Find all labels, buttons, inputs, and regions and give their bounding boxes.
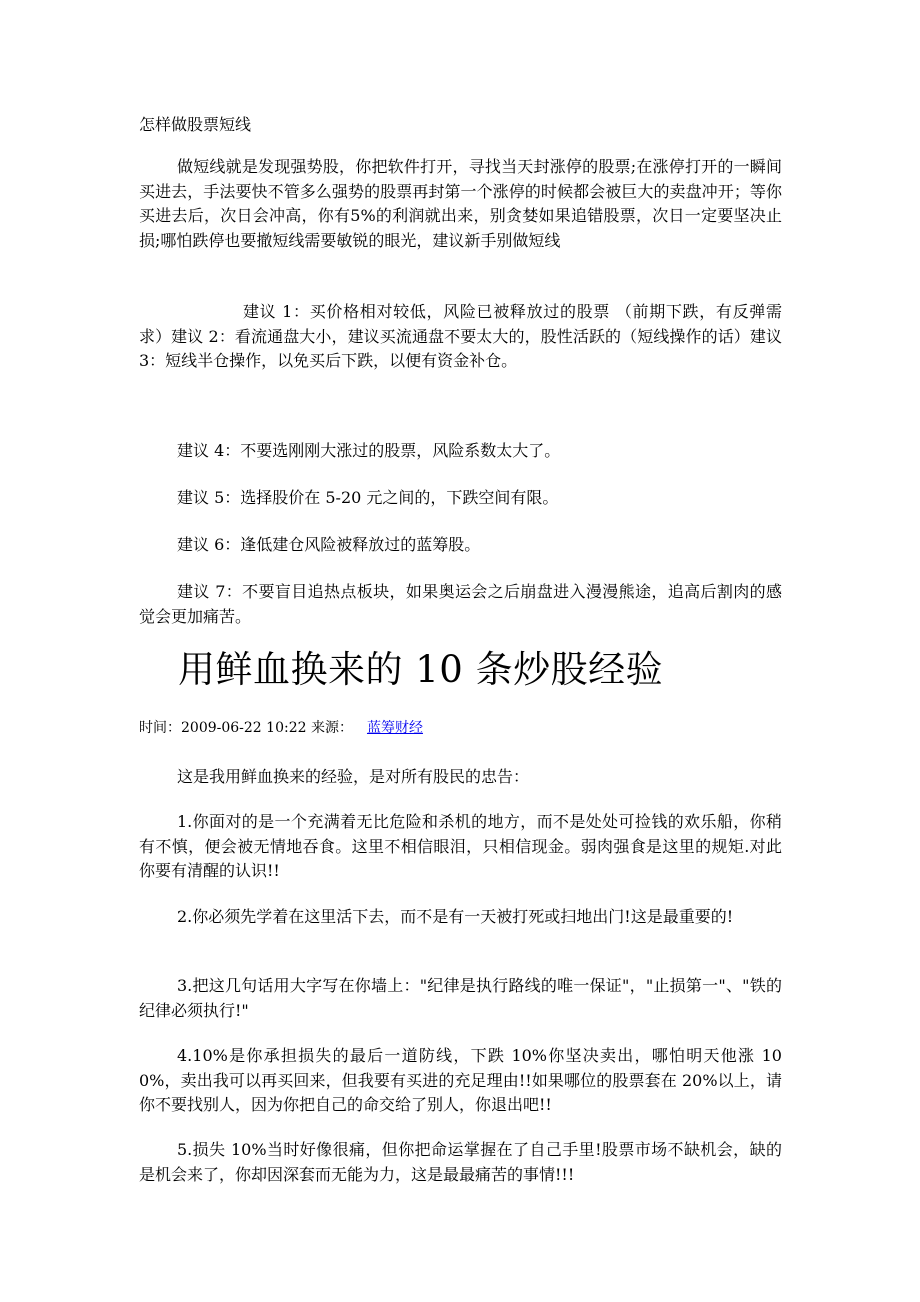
- article-point-4: 4.10%是你承担损失的最后一道防线，下跌 10%你坚决卖出，哪怕明天他涨 100%，卖出我可以再买回来，但我要有买进的充足理由!!如果哪位的股票套在 20%以上，请你不要找别人，因为你把自己的命交给了别人，你退出吧!!: [139, 1046, 782, 1114]
- suggestions-1-3-paragraph: 建议 1：买价格相对较低，风险已被释放过的股票 （前期下跌，有反弹需求）建议 2：看流通盘大小，建议买流通盘不要太大的，股性活跃的（短线操作的话）建议 3：短线半仓操作，以免买后下跌，以便有资金补仓。: [139, 302, 782, 370]
- suggestion-7: 建议 7：不要盲目追热点板块，如果奥运会之后崩盘进入漫漫熊途，追高后割肉的感觉会更加痛苦。: [139, 582, 782, 626]
- source-link[interactable]: 蓝筹财经: [366, 720, 423, 736]
- article-lead: 这是我用鲜血换来的经验，是对所有股民的忠告：: [177, 767, 530, 786]
- article-meta: [139, 718, 423, 738]
- doc-title: 怎样做股票短线: [139, 115, 252, 134]
- suggestion-5: 建议 5：选择股价在 5-20 元之间的，下跌空间有限。: [177, 488, 559, 507]
- suggestion-6: 建议 6：逢低建仓风险被释放过的蓝筹股。: [177, 535, 481, 554]
- article-point-3: 3.把这几句话用大字写在你墙上："纪律是执行路线的唯一保证"，"止损第一"、"铁的纪律必须执行!": [139, 976, 782, 1020]
- article-title: 用鲜血换来的 10 条炒股经验: [178, 648, 664, 691]
- suggestion-4: 建议 4：不要选刚刚大涨过的股票，风险系数太大了。: [177, 441, 561, 460]
- article-point-1: 1.你面对的是一个充满着无比危险和杀机的地方，而不是处处可捡钱的欢乐船，你稍有不慎，便会被无情地吞食。这里不相信眼泪，只相信现金。弱肉强食是这里的规矩.对此你要有清醒的认识!!: [139, 812, 782, 880]
- article-point-2: 2.你必须先学着在这里活下去，而不是有一天被打死或扫地出门!这是最重要的!: [177, 907, 734, 926]
- article-meta-text: 时间：2009-06-22 10:22 来源：: [139, 720, 353, 736]
- intro-paragraph: 做短线就是发现强势股，你把软件打开，寻找当天封涨停的股票;在涨停打开的一瞬间买进去，手法要快不管多么强势的股票再封第一个涨停的时候都会被巨大的卖盘冲开；等你买进去后，次日会冲高，你有5%的利润就出来，别贪婪如果追错股票，次日一定要坚决止损;哪怕跌停也要撤短线需要敏锐的眼光，建议新手别做短线: [139, 157, 782, 250]
- article-point-5: 5.损失 10%当时好像很痛，但你把命运掌握在了自己手里!股票市场不缺机会，缺的是机会来了，你却因深套而无能为力，这是最最痛苦的事情!!!: [139, 1140, 782, 1184]
